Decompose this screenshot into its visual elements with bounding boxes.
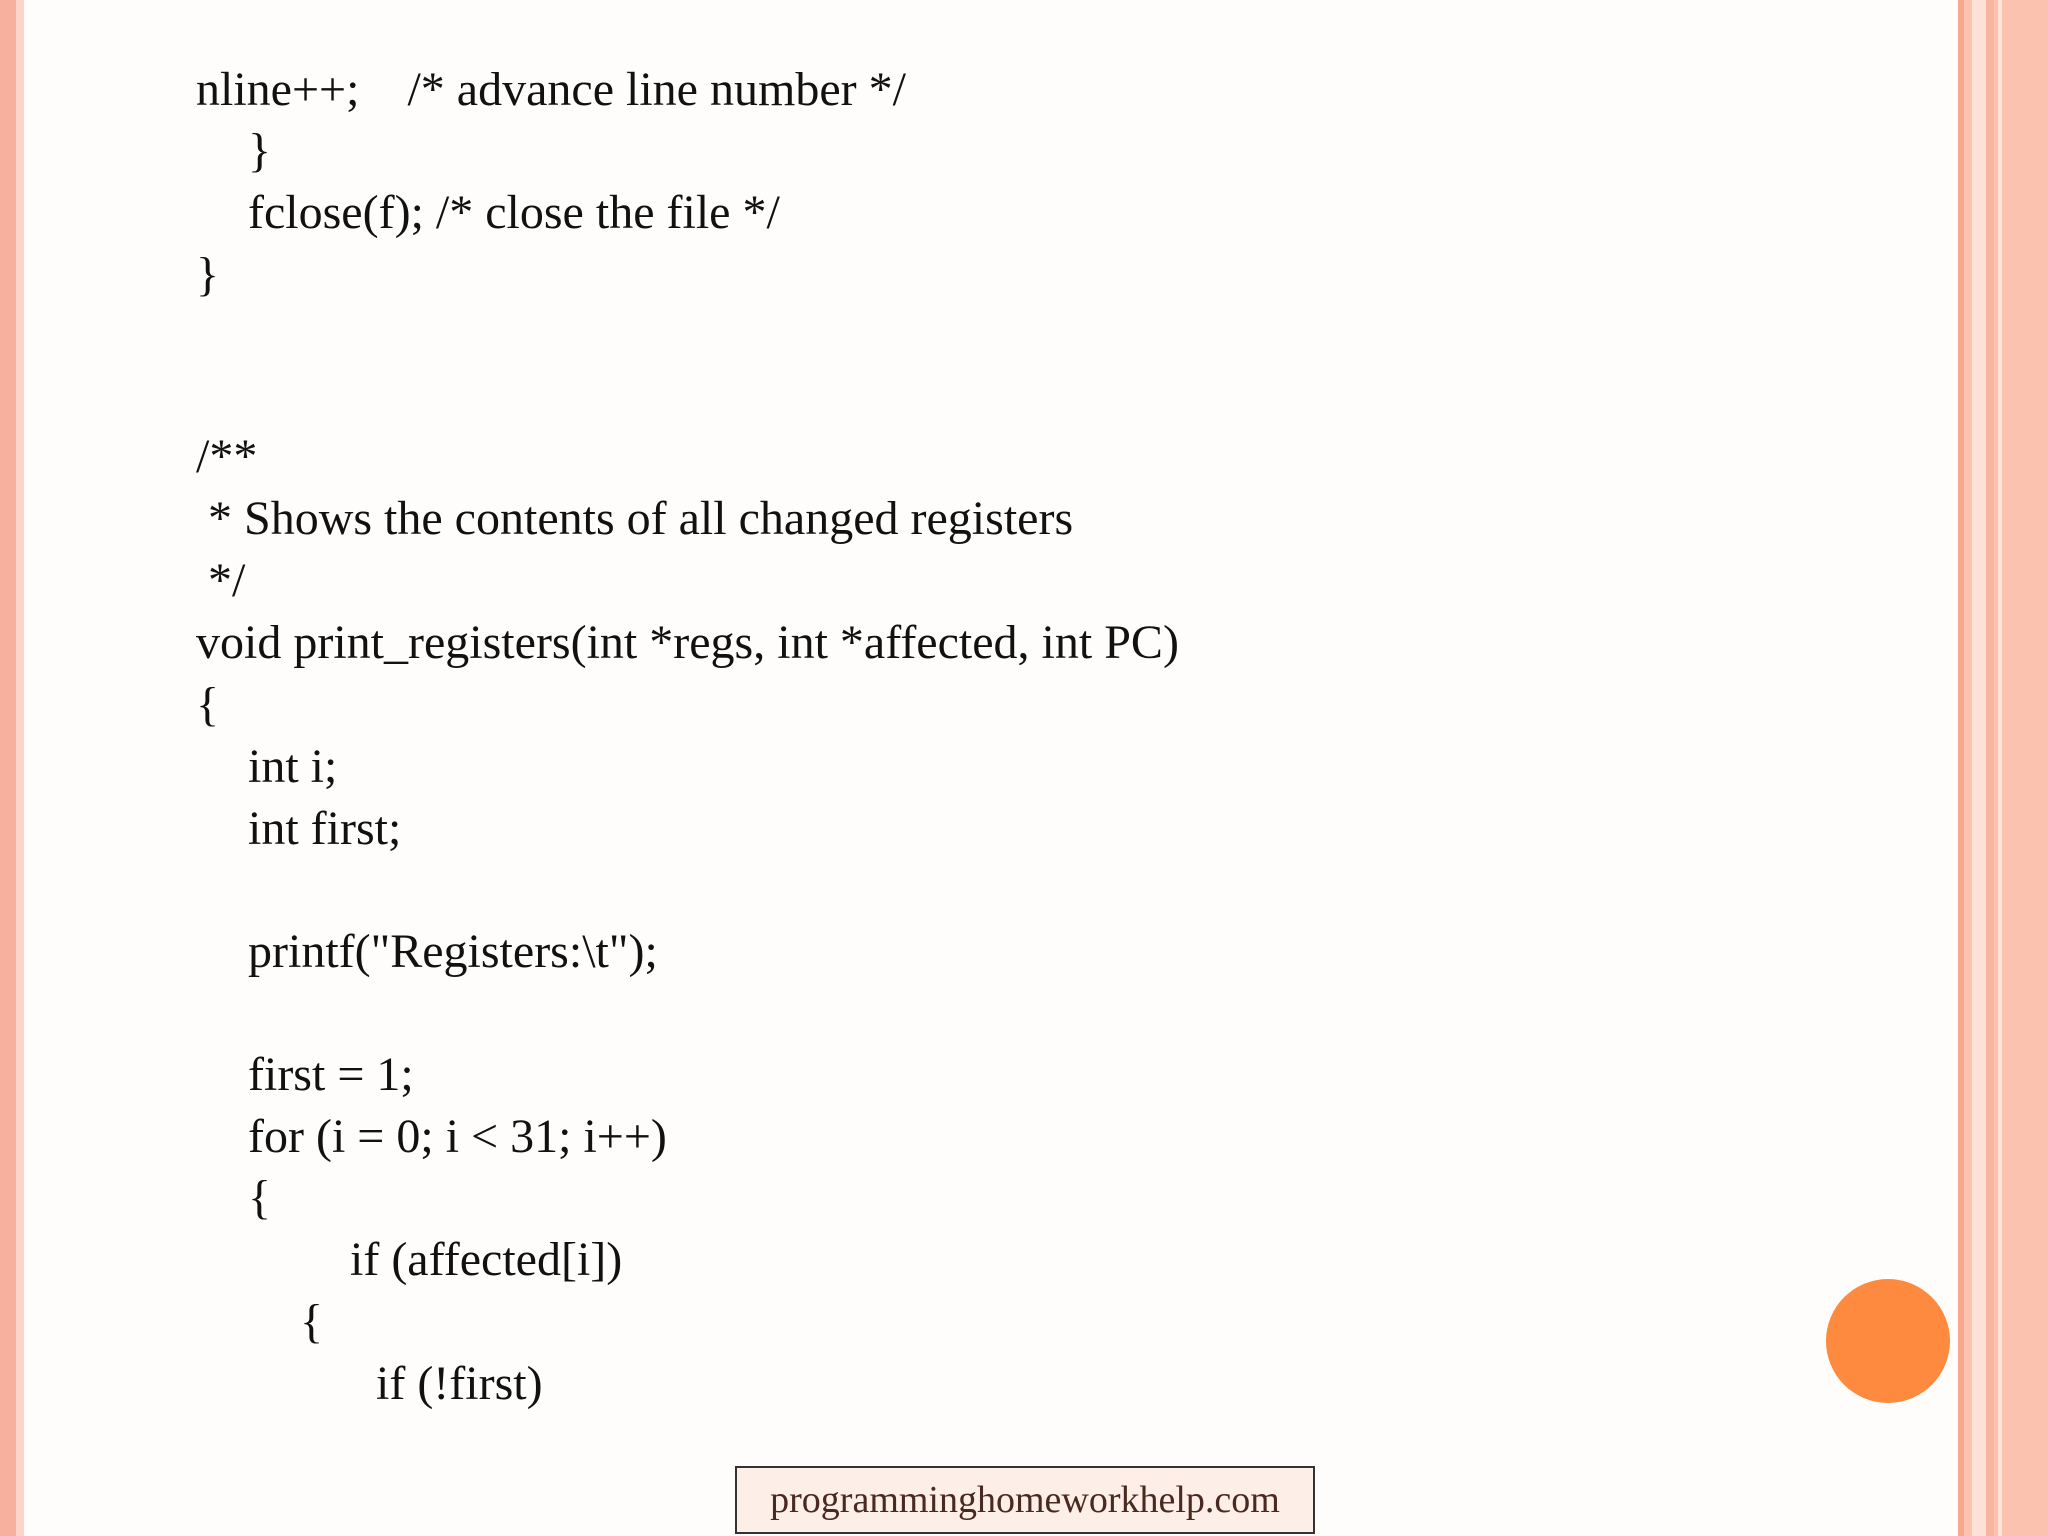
code-line: nline++; /* advance line number */ bbox=[196, 63, 906, 116]
code-line: } bbox=[248, 124, 272, 177]
left-border-decoration bbox=[0, 0, 24, 1536]
code-line: int i; bbox=[248, 740, 338, 793]
right-border-decoration bbox=[1958, 0, 2048, 1536]
code-line: */ bbox=[196, 554, 246, 607]
code-line: /** bbox=[196, 430, 258, 483]
code-line: fclose(f); /* close the file */ bbox=[248, 186, 780, 239]
code-line: void print_registers(int *regs, int *affected, int PC) bbox=[196, 616, 1179, 669]
code-line: if (affected[i]) bbox=[350, 1233, 623, 1286]
code-line: first = 1; bbox=[248, 1048, 414, 1101]
code-line: for (i = 0; i < 31; i++) bbox=[248, 1110, 667, 1163]
code-line: if (!first) bbox=[376, 1357, 543, 1410]
code-line: int first; bbox=[248, 802, 402, 855]
orange-circle-decoration bbox=[1826, 1279, 1950, 1403]
code-line: { bbox=[196, 678, 220, 731]
code-line: * Shows the contents of all changed registers bbox=[196, 492, 1074, 545]
code-line: printf("Registers:\t"); bbox=[248, 925, 658, 978]
code-line: { bbox=[248, 1171, 272, 1224]
code-line: { bbox=[300, 1295, 324, 1348]
code-line: } bbox=[196, 248, 220, 301]
site-watermark: programminghomeworkhelp.com bbox=[735, 1466, 1315, 1534]
